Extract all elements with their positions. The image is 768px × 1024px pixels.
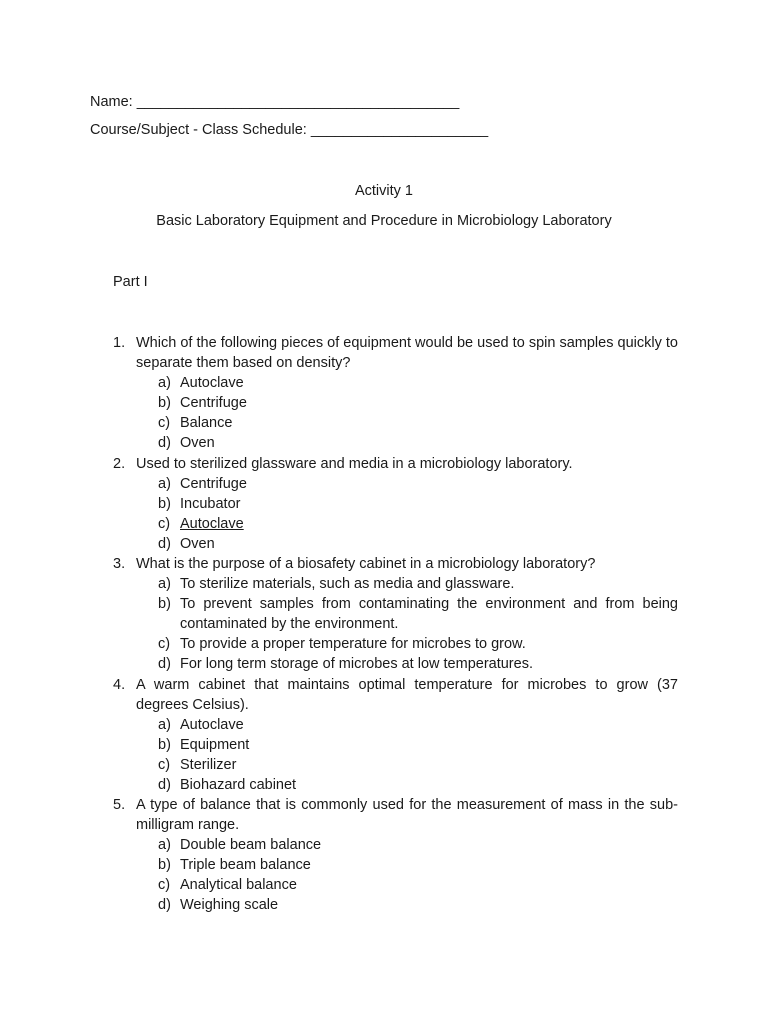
option-letter: a) xyxy=(158,476,171,492)
option-text: Incubator xyxy=(180,496,241,512)
option-text: Oven xyxy=(180,435,215,451)
option-text: Centrifuge xyxy=(180,476,247,492)
option-text: Double beam balance xyxy=(180,837,322,853)
option-item xyxy=(113,875,678,895)
option-text: Equipment xyxy=(180,737,250,753)
option-list xyxy=(113,835,678,915)
option-item xyxy=(113,474,678,494)
question-text: Which of the following pieces of equipment would be used to spin samples quickly to separate them based on density? xyxy=(136,335,678,371)
question-text: A type of balance that is commonly used for the measurement of mass in the sub-milligram range. xyxy=(136,797,678,833)
option-list xyxy=(113,373,678,453)
option-text: Balance xyxy=(180,415,233,431)
option-item xyxy=(113,514,678,534)
option-text-underlined: Autoclave xyxy=(180,516,244,532)
part-heading: Part I xyxy=(113,274,148,290)
option-text: Biohazard cabinet xyxy=(180,777,297,793)
question-number: 5. xyxy=(113,797,126,813)
option-letter: c) xyxy=(158,415,171,431)
option-text: Triple beam balance xyxy=(180,857,311,873)
option-letter: c) xyxy=(158,757,171,773)
question-number: 4. xyxy=(113,677,126,693)
option-item xyxy=(113,715,678,735)
option-item xyxy=(113,393,678,413)
option-letter: d) xyxy=(158,777,171,793)
option-text: For long term storage of microbes at low temperatures. xyxy=(180,656,533,672)
option-letter: d) xyxy=(158,536,171,552)
option-text: Sterilizer xyxy=(180,757,237,773)
option-letter: d) xyxy=(158,897,171,913)
option-item xyxy=(113,654,678,674)
option-text: Autoclave xyxy=(180,375,244,391)
question-number: 2. xyxy=(113,456,126,472)
option-item xyxy=(113,634,678,654)
option-item xyxy=(113,433,678,453)
option-item xyxy=(113,775,678,795)
question-text: A warm cabinet that maintains optimal temperature for microbes to grow (37 degrees Celsius). xyxy=(136,677,678,713)
option-item xyxy=(113,413,678,433)
option-item xyxy=(113,534,678,554)
option-text: To prevent samples from contaminating the environment and from being contaminated by the environment. xyxy=(180,596,678,632)
activity-title: Activity 1 xyxy=(354,183,413,199)
option-letter: c) xyxy=(158,516,171,532)
option-item xyxy=(113,835,678,855)
question-number: 1. xyxy=(113,335,126,351)
option-text: Autoclave xyxy=(180,717,244,733)
option-item xyxy=(113,735,678,755)
option-item xyxy=(113,895,678,915)
question-3 xyxy=(113,554,678,674)
option-letter: a) xyxy=(158,837,171,853)
option-list xyxy=(113,574,678,674)
option-item xyxy=(113,494,678,514)
option-item xyxy=(113,755,678,775)
option-text: Weighing scale xyxy=(180,897,279,913)
option-item xyxy=(113,594,678,634)
question-text: What is the purpose of a biosafety cabinet in a microbiology laboratory? xyxy=(136,556,596,572)
question-1 xyxy=(113,333,678,453)
question-text: Used to sterilized glassware and media in a microbiology laboratory. xyxy=(136,456,573,472)
question-5 xyxy=(113,795,678,915)
option-letter: b) xyxy=(158,496,171,512)
option-letter: d) xyxy=(158,656,171,672)
course-schedule-line: Course/Subject - Class Schedule: ______________________ xyxy=(90,122,489,138)
option-list xyxy=(113,474,678,554)
option-letter: d) xyxy=(158,435,171,451)
option-letter: a) xyxy=(158,375,171,391)
question-2 xyxy=(113,454,678,554)
option-item xyxy=(113,574,678,594)
option-text: To sterilize materials, such as media and glassware. xyxy=(180,576,515,592)
option-text: Centrifuge xyxy=(180,395,247,411)
option-text: Oven xyxy=(180,536,215,552)
activity-subtitle: Basic Laboratory Equipment and Procedure in Microbiology Laboratory xyxy=(156,213,612,229)
name-line: Name: ________________________________________ xyxy=(90,94,460,110)
option-letter: a) xyxy=(158,717,171,733)
option-letter: b) xyxy=(158,596,171,612)
question-number: 3. xyxy=(113,556,126,572)
option-letter: c) xyxy=(158,877,171,893)
option-letter: a) xyxy=(158,576,171,592)
option-letter: c) xyxy=(158,636,171,652)
option-item xyxy=(113,855,678,875)
option-letter: b) xyxy=(158,737,171,753)
option-item xyxy=(113,373,678,393)
question-4 xyxy=(113,675,678,795)
option-text: To provide a proper temperature for microbes to grow. xyxy=(180,636,526,652)
option-letter: b) xyxy=(158,395,171,411)
option-letter: b) xyxy=(158,857,171,873)
option-list xyxy=(113,715,678,795)
option-text: Analytical balance xyxy=(180,877,297,893)
